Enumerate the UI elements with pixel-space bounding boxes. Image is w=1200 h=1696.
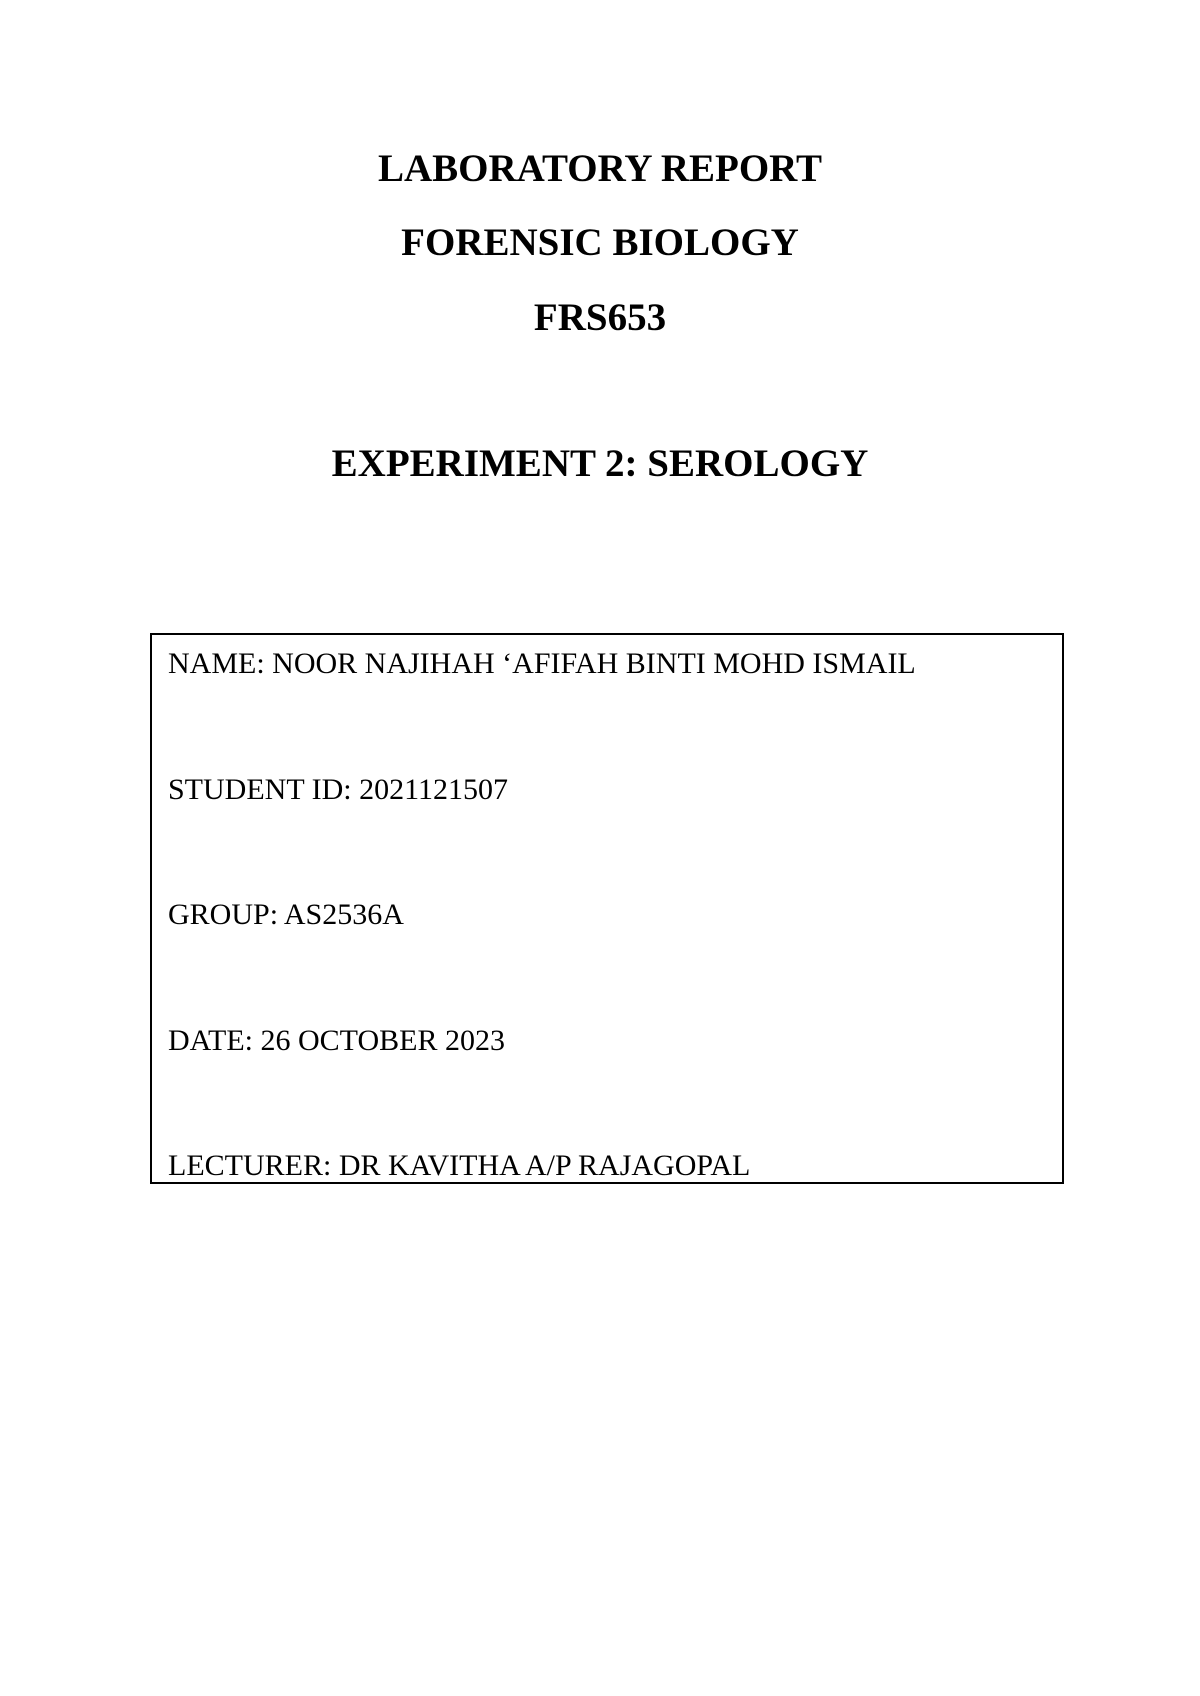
subject-title: FORENSIC BIOLOGY <box>401 221 799 264</box>
lecturer: LECTURER: DR KAVITHA A/P RAJAGOPAL <box>168 1149 751 1182</box>
group: GROUP: AS2536A <box>168 898 404 931</box>
experiment-title: EXPERIMENT 2: SEROLOGY <box>331 442 869 485</box>
student-name: NAME: NOOR NAJIHAH ‘AFIFAH BINTI MOHD ISMAIL <box>168 647 916 680</box>
student-id: STUDENT ID: 2021121507 <box>168 773 508 806</box>
student-details-box <box>150 633 1064 1184</box>
report-title: LABORATORY REPORT <box>377 147 822 190</box>
date: DATE: 26 OCTOBER 2023 <box>168 1024 505 1057</box>
course-code: FRS653 <box>533 296 667 339</box>
